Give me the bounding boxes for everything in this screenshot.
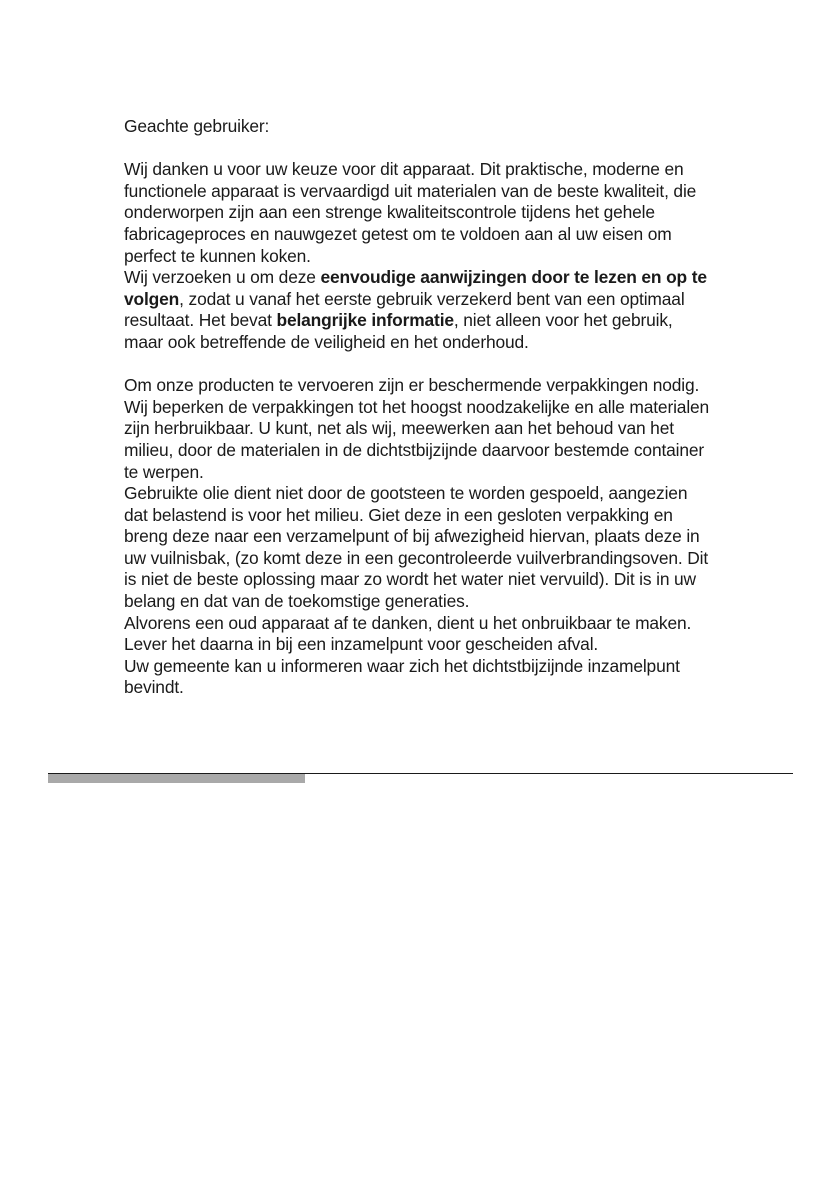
paragraph-packaging: Om onze producten te vervoeren zijn er beschermende verpakkingen nodig. Wij beperken de verpakkingen tot het hoogst noodzakelijke en alle materialen zijn herbruikbaar. U kunt, net als wij, meewerken aan het behoud van het milieu, door de materialen in de dichtstbijzijnde daarvoor bestemde container te werpen. (124, 375, 710, 482)
instructions-text-3: , niet alleen voor het gebruik, maar ook betreffende de veiligheid en het onderhoud. (124, 310, 673, 352)
greeting: Geachte gebruiker: (124, 116, 270, 136)
paragraph-used-oil: Gebruikte olie dient niet door de gootsteen te worden gespoeld, aangezien dat belastend is voor het milieu. Giet deze in een gesloten verpakking en breng deze naar een verzamelpunt of bij afwezigheid hiervan, plaats deze in uw vuilnisbak, (zo komt deze in een gecontroleerde vuilverbrandingsoven. Dit is niet de beste oplossing maar zo wordt het water niet vervuild). Dit is in uw belang en dat van de toekomstige generaties. (124, 483, 709, 612)
section-header-bar (48, 774, 305, 783)
paragraph-thanks: Wij danken u voor uw keuze voor dit apparaat. Dit praktische, moderne en functionele apparaat is vervaardigd uit materialen van de beste kwaliteit, die onderworpen zijn aan een strenge kwaliteitscontrole tijdens het gehele fabricageproces en nauwgezet getest om te voldoen aan al uw eisen om perfect te kunnen koken. (124, 159, 697, 266)
instructions-emphasis-2: belangrijke informatie (276, 310, 454, 331)
paragraph-municipality: Uw gemeente kan u informeren waar zich het dichtstbijzijnde inzamelpunt bevindt. (124, 655, 680, 698)
instructions-emphasis-1: eenvoudige aanwijzingen door te lezen en op te volgen (124, 267, 707, 309)
paragraph-instructions (124, 267, 712, 353)
instructions-text-2: , zodat u vanaf het eerste gebruik verzekerd bent van een optimaal resultaat. Het bevat (124, 288, 685, 331)
instructions-text-1: Wij verzoeken u om deze (124, 267, 321, 288)
paragraph-disposal: Alvorens een oud apparaat af te danken, dient u het onbruikbaar te maken. Lever het daarna in bij een inzamelpunt voor gescheiden afval. (124, 612, 692, 655)
letter-body (124, 116, 712, 699)
